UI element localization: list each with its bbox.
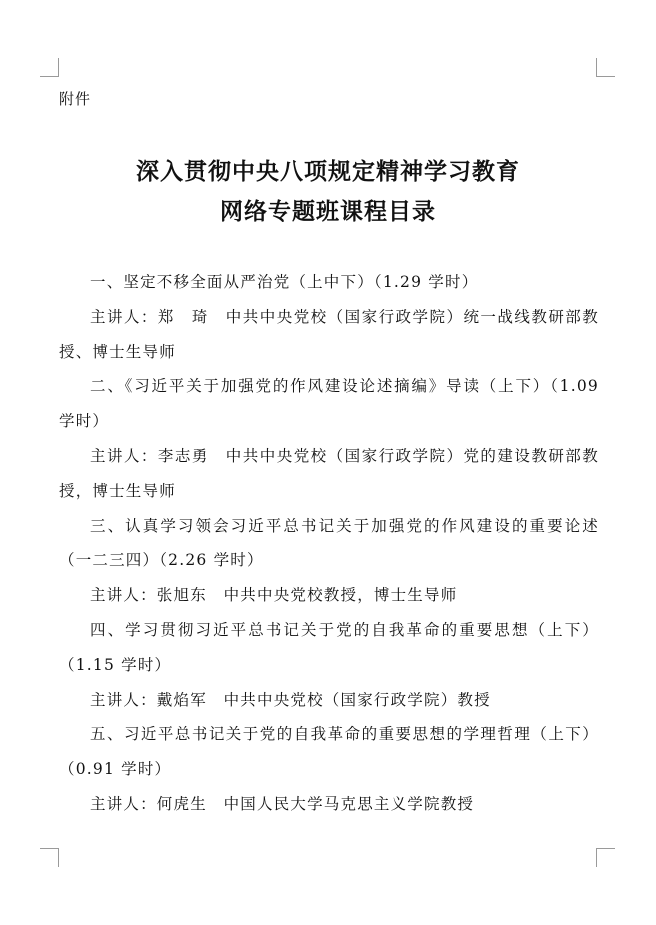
crop-mark-bottom-left: [40, 848, 59, 867]
crop-mark-top-left: [40, 58, 59, 77]
course-title: 一、坚定不移全面从严治党（上中下）（1.29 学时）: [90, 273, 479, 291]
crop-mark-bottom-right: [596, 848, 615, 867]
course-lecturer: 主讲人：张旭东 中共中央党校教授，博士生导师: [90, 586, 458, 605]
course-lecturer: 主讲人：郑 琦 中共中央党校（国家行政学院）统一战线教研部教授、博士生导师: [59, 307, 599, 361]
course-title: 四、学习贯彻习近平总书记关于党的自我革命的重要思想（上下）（1.15 学时）: [59, 620, 599, 674]
document-title-line-2: 网络专题班课程目录: [220, 198, 436, 225]
course-title: 五、习近平总书记关于党的自我革命的重要思想的学理哲理（上下）（0.91 学时）: [59, 725, 599, 779]
document-title-line-1: 深入贯彻中央八项规定精神学习教育: [136, 158, 520, 185]
course-lecturer: 主讲人：戴焰军 中共中央党校（国家行政学院）教授: [90, 690, 491, 709]
course-lecturer: 主讲人：李志勇 中共中央党校（国家行政学院）党的建设教研部教授，博士生导师: [59, 446, 599, 500]
crop-mark-top-right: [596, 58, 615, 77]
course-title: 二、《习近平关于加强党的作风建设论述摘编》导读（上下）（1.09 学时）: [59, 377, 599, 431]
course-list: [59, 265, 599, 822]
attachment-label: 附件: [59, 90, 92, 108]
course-title: 三、认真学习领会习近平总书记关于加强党的作风建设的重要论述（一二三四）（2.26 学时）: [59, 516, 599, 570]
course-lecturer: 主讲人：何虎生 中国人民大学马克思主义学院教授: [90, 794, 475, 813]
